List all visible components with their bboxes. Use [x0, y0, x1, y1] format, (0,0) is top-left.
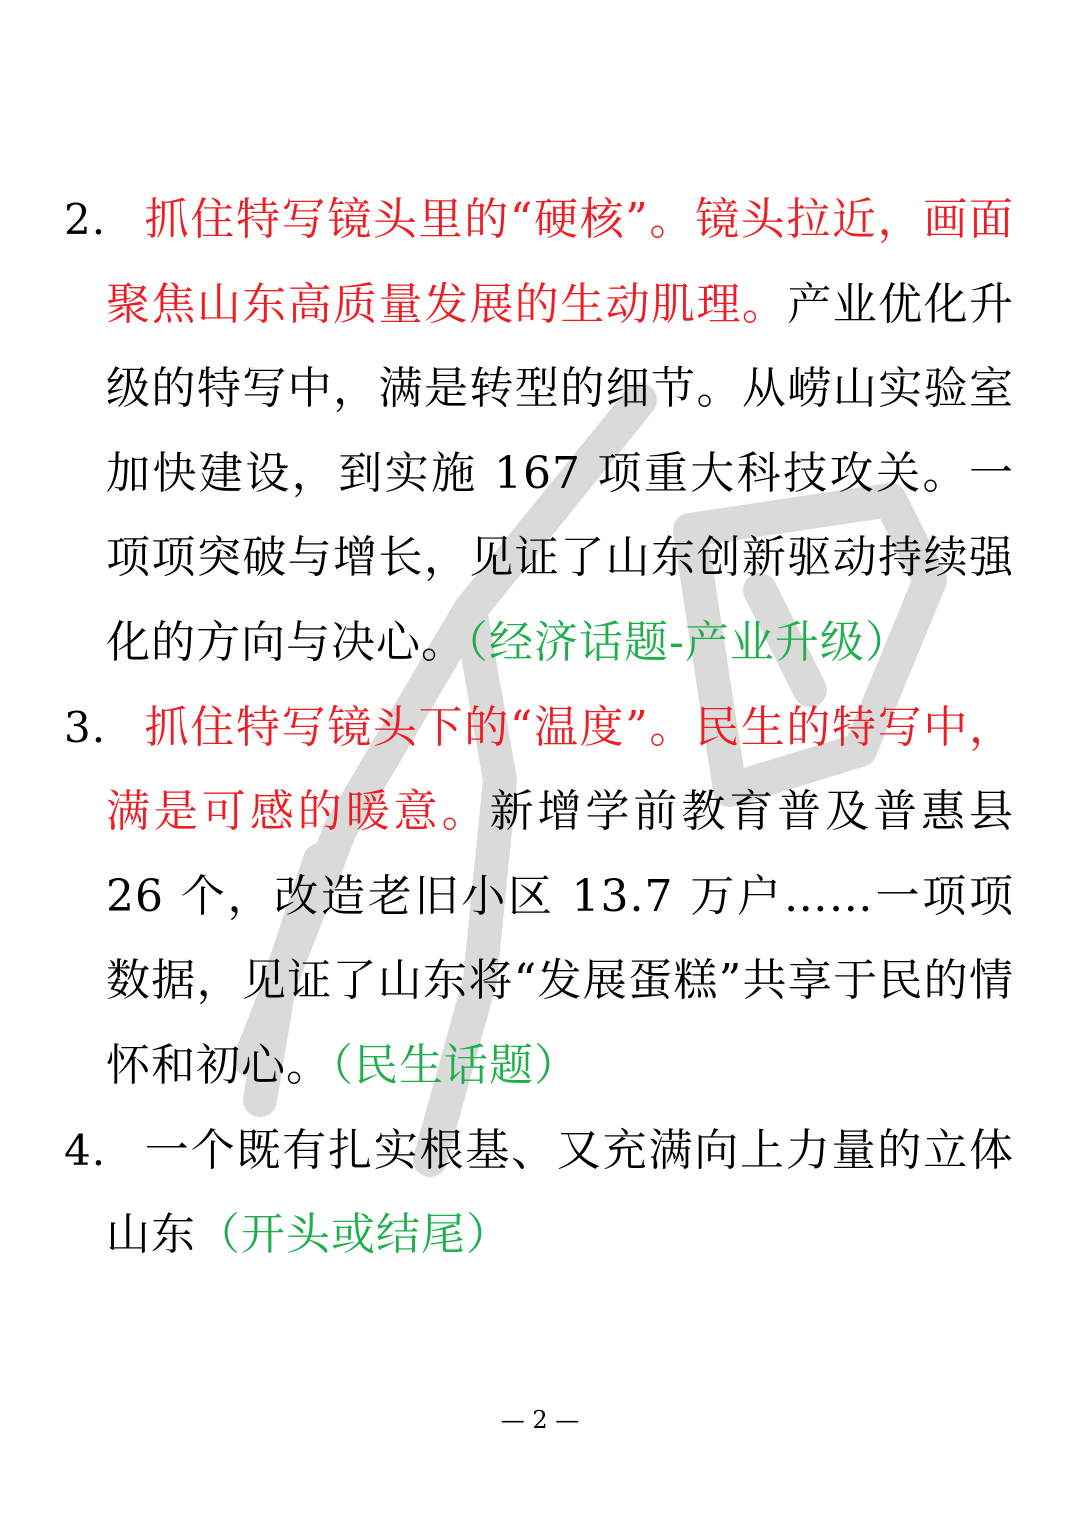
list-item — [0, 686, 1080, 1109]
item-heading: 抓住特写镜头下的“温度”。民生的特写中，满是可感的暖意。 — [106, 701, 1014, 838]
item-tag: （经济话题-产业升级） — [466, 616, 910, 668]
item-number: 3. — [64, 702, 107, 752]
page-number: — 2 — — [500, 1406, 580, 1434]
item-number: 2. — [64, 195, 107, 244]
item-body: 一个既有扎实根基、又充满向上力量的立体山东 — [106, 1124, 1014, 1261]
list-item — [0, 1109, 1080, 1278]
item-heading: 抓住特写镜头里的“硬核”。镜头拉近，画面聚焦山东高质量发展的生动肌理。 — [106, 194, 1014, 330]
item-tag: （开头或结尾） — [196, 1209, 511, 1261]
document-body — [0, 178, 1080, 1278]
item-body: 产业优化升级的特写中，满是转型的细节。从崂山实验室加快建设，到实施 167 项重大科技攻关。一项项突破与增长，见证了山东创新驱动持续强化的方向与决心。 — [106, 278, 1015, 668]
item-number: 4. — [64, 1125, 107, 1175]
list-item — [0, 178, 1080, 686]
item-body: 新增学前教育普及普惠县 26 个，改造老旧小区 13.7 万户……一项项数据，见证了山东将“发展蛋糕”共享于民的情怀和初心。 — [106, 786, 1015, 1091]
item-tag: （民生话题） — [331, 1039, 579, 1091]
